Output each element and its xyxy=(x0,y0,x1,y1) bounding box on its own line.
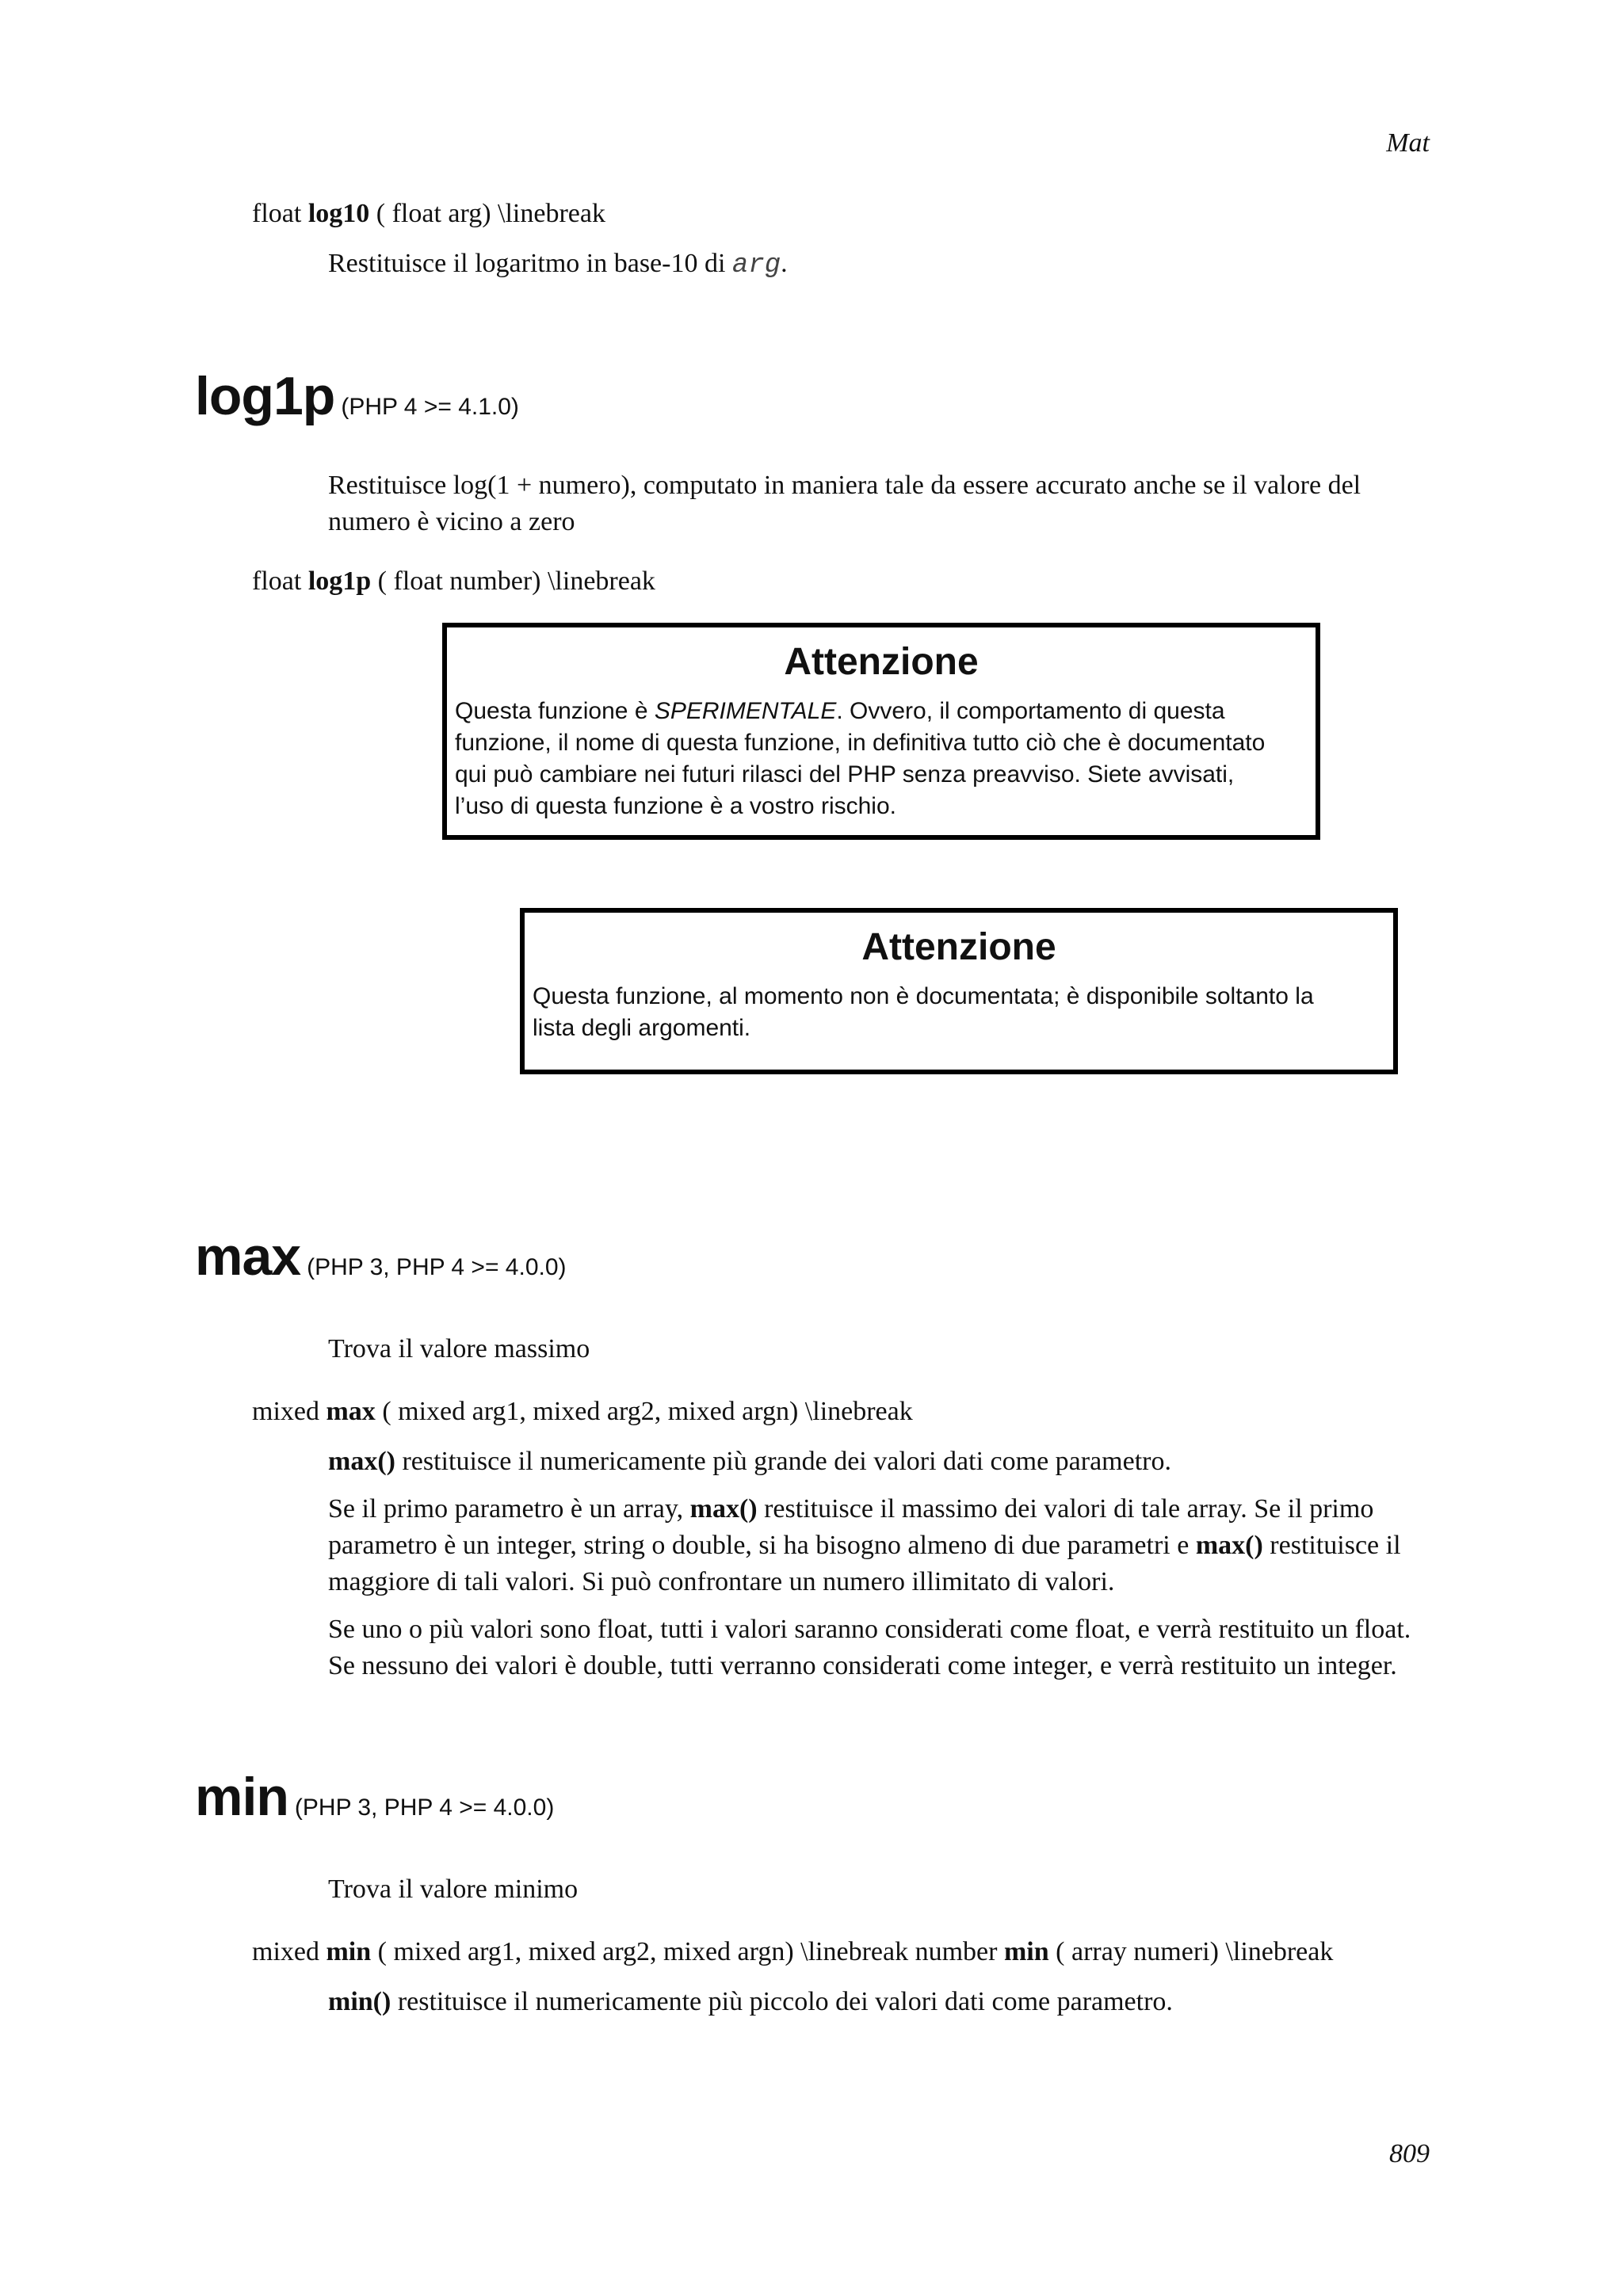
running-header: Mat xyxy=(1386,128,1430,158)
warning-line: l’uso di questa funzione è a vostro rischio. xyxy=(455,793,896,819)
paragraph-text: parametro è un integer, string o double, si ha bisogno almeno di due parametri e xyxy=(328,1531,1196,1560)
parameters: ( mixed arg1, mixed arg2, mixed argn) \linebreak xyxy=(377,1937,909,1966)
warning-text xyxy=(533,981,1382,1044)
warning-line: Questa funzione, al momento non è documentata; è disponibile soltanto la xyxy=(533,983,1314,1009)
paragraph-text: restituisce il xyxy=(1262,1531,1401,1560)
function-name: min xyxy=(326,1937,372,1966)
function-ref: max() xyxy=(1195,1531,1263,1560)
purpose-line: numero è vicino a zero xyxy=(328,507,575,536)
log1p-heading xyxy=(195,366,519,426)
parameters: ( float number) \linebreak xyxy=(377,566,655,596)
parameters: ( mixed arg1, mixed arg2, mixed argn) \linebreak xyxy=(382,1397,913,1426)
warning-line: lista degli argomenti. xyxy=(533,1015,751,1041)
max-synopsis xyxy=(252,1394,913,1429)
function-name: log1p xyxy=(307,566,372,596)
min-heading xyxy=(195,1767,555,1827)
paragraph xyxy=(328,1444,1438,1480)
min-synopsis xyxy=(252,1935,1333,1970)
function-title: log1p xyxy=(195,366,335,426)
max-description xyxy=(328,1444,1438,1684)
parameters: ( float arg) \linebreak xyxy=(376,199,605,228)
version-info: (PHP 3, PHP 4 >= 4.0.0) xyxy=(307,1254,567,1280)
warning-undocumented-box xyxy=(520,908,1398,1074)
min-purpose: Trova il valore minimo xyxy=(328,1875,579,1904)
parameter-reference: arg xyxy=(731,250,781,280)
description-text: Restituisce il logaritmo in base-10 di xyxy=(328,249,732,278)
function-name: max xyxy=(326,1397,376,1426)
log10-description xyxy=(328,246,1438,284)
function-title: min xyxy=(195,1767,288,1827)
log10-synopsis xyxy=(252,196,605,231)
paragraph-text: Se uno o più valori sono float, tutti i valori saranno considerati come float, e verrà restituito un float. xyxy=(328,1615,1411,1644)
version-info: (PHP 4 >= 4.1.0) xyxy=(341,394,519,420)
warning-line: funzione, il nome di questa funzione, in definitiva tutto ciò che è documentato xyxy=(455,730,1266,756)
paragraph xyxy=(328,1984,1438,2020)
function-ref: max() xyxy=(328,1447,395,1476)
parameters: ( array numeri) \linebreak xyxy=(1056,1937,1334,1966)
return-type: float xyxy=(252,199,302,228)
function-ref: max() xyxy=(689,1494,758,1524)
function-ref: min() xyxy=(328,1987,391,2016)
paragraph-text: Se nessuno dei valori è double, tutti verranno considerati come integer, e verrà restituito un integer. xyxy=(328,1651,1397,1680)
return-type: mixed xyxy=(252,1397,319,1426)
paragraph-text: Se il primo parametro è un array, xyxy=(328,1494,690,1524)
min-description xyxy=(328,1984,1438,2020)
return-type: float xyxy=(252,566,302,596)
paragraph-text: restituisce il massimo dei valori di tale array. Se il primo xyxy=(757,1494,1374,1524)
return-type: number xyxy=(908,1937,1004,1966)
emphasis-experimental: SPERIMENTALE xyxy=(654,698,837,724)
paragraph-text: restituisce il numericamente più piccolo dei valori dati come parametro. xyxy=(391,1987,1173,2016)
warning-line: qui può cambiare nei futuri rilasci del PHP senza preavviso. Siete avvisati, xyxy=(455,761,1235,788)
description-punct: . xyxy=(781,249,788,278)
warning-experimental-box xyxy=(442,623,1320,840)
paragraph-text: restituisce il numericamente più grande dei valori dati come parametro. xyxy=(395,1447,1171,1476)
log1p-synopsis xyxy=(252,564,655,599)
function-name: min xyxy=(1003,1937,1049,1966)
purpose-line: Restituisce log(1 + numero), computato in maniera tale da essere accurato anche se il valore del xyxy=(328,471,1361,500)
log1p-purpose xyxy=(328,467,1438,540)
warning-title: Attenzione xyxy=(861,926,1056,968)
warning-line: . Ovvero, il comportamento di questa xyxy=(836,698,1225,724)
return-type: mixed xyxy=(252,1937,319,1966)
function-title: max xyxy=(195,1226,301,1287)
paragraph-text: maggiore di tali valori. Si può confrontare un numero illimitato di valori. xyxy=(328,1567,1115,1596)
version-info: (PHP 3, PHP 4 >= 4.0.0) xyxy=(294,1794,555,1821)
function-name: log10 xyxy=(307,199,370,228)
max-purpose: Trova il valore massimo xyxy=(328,1334,590,1363)
page-number: 809 xyxy=(1389,2139,1430,2168)
max-heading xyxy=(195,1226,567,1287)
warning-text xyxy=(455,696,1304,822)
paragraph xyxy=(328,1611,1438,1684)
paragraph xyxy=(328,1491,1438,1600)
warning-line: Questa funzione è xyxy=(455,698,655,724)
warning-title: Attenzione xyxy=(784,641,979,683)
